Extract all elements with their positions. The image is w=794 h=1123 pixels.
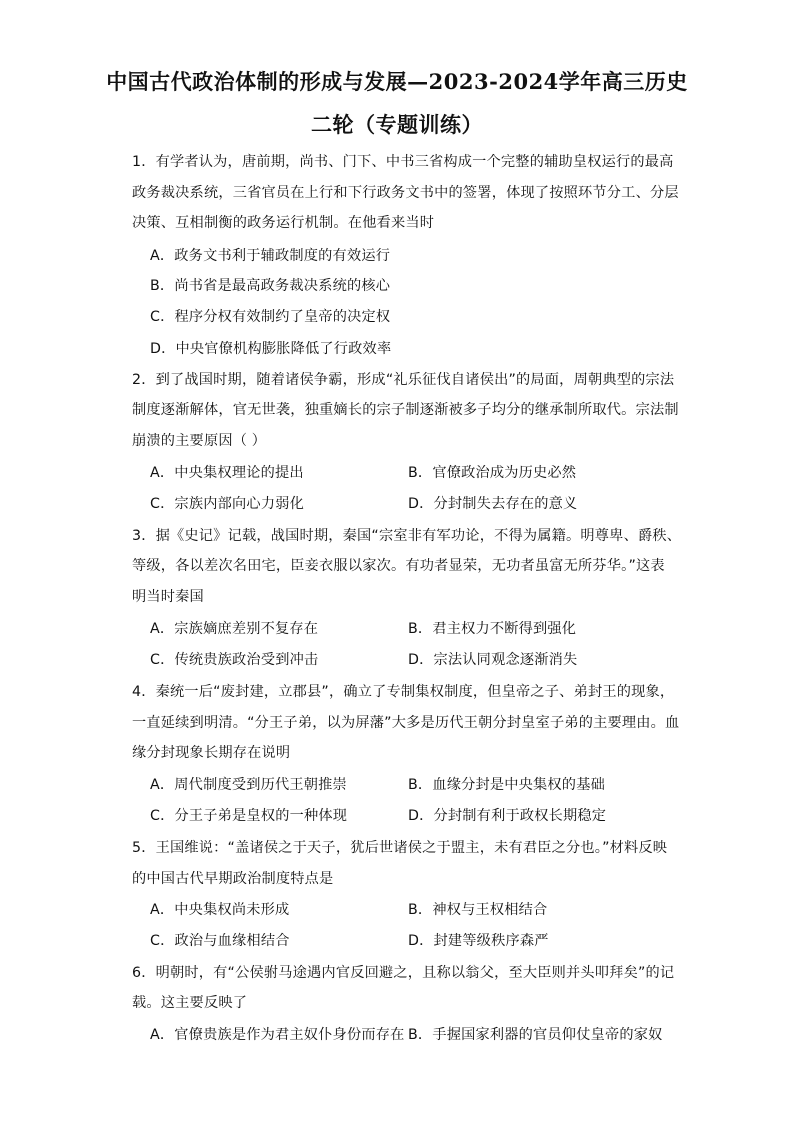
question-6-option-b: B．手握国家利器的官员仰仗皇帝的家奴 bbox=[408, 1027, 663, 1043]
question-2-option-a: A．中央集权理论的提出 bbox=[150, 465, 304, 481]
question-6-text-line-1: 6．明朝时，有“公侯驸马途遇内官反回避之，且称以翁父，至大臣则并头叩拜矣”的记 bbox=[132, 965, 675, 981]
question-1-text-line-3: 决策、互相制衡的政务运行机制。在他看来当时 bbox=[132, 215, 435, 231]
question-6-option-a: A．官僚贵族是作为君主奴仆身份而存在 bbox=[150, 1027, 405, 1043]
question-3-option-d: D．宗法认同观念逐渐消失 bbox=[408, 652, 578, 668]
question-4-text-line-3: 缘分封现象长期存在说明 bbox=[132, 745, 291, 761]
question-3-text-line-3: 明当时秦国 bbox=[132, 589, 204, 605]
question-5-text-line-2: 的中国古代早期政治制度特点是 bbox=[132, 871, 334, 887]
question-5-option-c: C．政治与血缘相结合 bbox=[150, 933, 290, 949]
question-5-option-b: B．神权与王权相结合 bbox=[408, 902, 548, 918]
question-3-option-b: B．君主权力不断得到强化 bbox=[408, 621, 577, 637]
question-4-option-d: D．分封制有利于政权长期稳定 bbox=[408, 808, 607, 824]
question-1-text-line-2: 政务裁决系统，三省官员在上行和下行政务文书中的签署，体现了按照环节分工、分层 bbox=[132, 185, 679, 201]
question-2-text-line-1: 2．到了战国时期，随着诸侯争霸，形成“礼乐征伐自诸侯出”的局面，周朝典型的宗法 bbox=[132, 372, 675, 388]
question-4-text-line-1: 4．秦统一后“废封建，立郡县”，确立了专制集权制度，但皇帝之子、弟封王的现象， bbox=[132, 684, 675, 700]
question-1-option-d: D．中央官僚机构膨胀降低了行政效率 bbox=[150, 341, 392, 357]
question-1-option-b: B．尚书省是最高政务裁决系统的核心 bbox=[150, 278, 391, 294]
question-3-text-line-1: 3．据《史记》记载，战国时期，秦国“宗室非有军功论，不得为属籍。明尊卑、爵秩、 bbox=[132, 528, 682, 544]
question-1-option-c: C．程序分权有效制约了皇帝的决定权 bbox=[150, 309, 391, 325]
question-2-option-c: C．宗族内部向心力弱化 bbox=[150, 496, 304, 512]
document-title-line-1: 中国古代政治体制的形成与发展—2023-2024学年高三历史 bbox=[106, 69, 688, 94]
question-4-option-c: C．分王子弟是皇权的一种体现 bbox=[150, 808, 348, 824]
question-5-option-a: A．中央集权尚未形成 bbox=[150, 902, 290, 918]
question-5-text-line-1: 5．王国维说：“盖诸侯之于天子，犹后世诸侯之于盟主，未有君臣之分也。”材料反映 bbox=[132, 840, 668, 856]
question-3-option-c: C．传统贵族政治受到冲击 bbox=[150, 652, 319, 668]
question-3-option-a: A．宗族嫡庶差别不复存在 bbox=[150, 621, 319, 637]
question-5-option-d: D．封建等级秩序森严 bbox=[408, 933, 549, 949]
question-3-text-line-2: 等级，各以差次名田宅，臣妾衣服以家次。有功者显荣，无功者虽富无所芬华。”这表 bbox=[132, 558, 665, 574]
document-title-line-2: 二轮（专题训练） bbox=[311, 112, 483, 137]
question-4-option-b: B．血缘分封是中央集权的基础 bbox=[408, 777, 605, 793]
question-2-option-d: D．分封制失去存在的意义 bbox=[408, 496, 578, 512]
question-4-text-line-2: 一直延续到明清。“分王子弟，以为屏藩”大多是历代王朝分封皇室子弟的主要理由。血 bbox=[132, 715, 680, 731]
question-1-text-line-1: 1．有学者认为，唐前期，尚书、门下、中书三省构成一个完整的辅助皇权运行的最高 bbox=[132, 154, 674, 170]
question-1-option-a: A．政务文书利于辅政制度的有效运行 bbox=[150, 248, 391, 264]
question-2-option-b: B．官僚政治成为历史必然 bbox=[408, 465, 577, 481]
question-2-text-line-3: 崩溃的主要原因（ ） bbox=[132, 433, 267, 449]
question-6-text-line-2: 载。这主要反映了 bbox=[132, 995, 248, 1011]
question-2-text-line-2: 制度逐渐解体，官无世袭，独重嫡长的宗子制逐渐被多子均分的继承制所取代。宗法制 bbox=[132, 402, 679, 418]
question-4-option-a: A．周代制度受到历代王朝推崇 bbox=[150, 777, 347, 793]
